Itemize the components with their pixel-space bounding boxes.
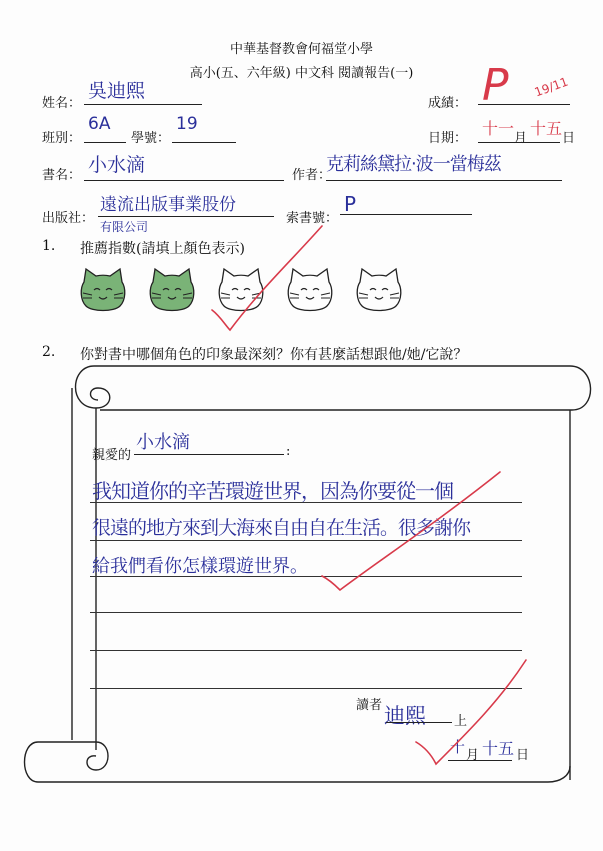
school-name: 中華基督教會何福堂小學 — [229, 42, 373, 57]
book-label: 書名： — [42, 168, 82, 183]
letter-line-1: 我知道你的辛苦環遊世界，因為你要從一個 — [92, 479, 453, 503]
score-note: 19/11 — [532, 74, 570, 100]
date-month-suffix: 月 — [514, 131, 528, 146]
salutation-name: 小水滴 — [136, 432, 190, 453]
number-label: 學號： — [131, 131, 171, 146]
q2-number: 2. — [42, 344, 56, 360]
letter-date-month-suffix: 月 — [466, 748, 480, 763]
report-title: 高小(五、六年級) 中文科 閱讀報告(一) — [189, 66, 414, 81]
class-label: 班別： — [42, 131, 82, 146]
reader-name: 迪熙 — [384, 704, 426, 728]
q2-text: 你對書中哪個角色的印象最深刻？你有甚麼話想跟他/她/它說？ — [80, 347, 468, 363]
date-label: 日期： — [428, 131, 468, 146]
callno-value: P — [344, 192, 357, 216]
check-mark-letter — [322, 472, 500, 590]
q1-number: 1. — [42, 238, 56, 254]
reader-label: 讀者 — [356, 698, 383, 713]
name-value: 吳迪熙 — [88, 80, 146, 102]
author-label: 作者： — [292, 168, 332, 183]
number-value: 19 — [176, 114, 198, 134]
letter-date-day: 十五 — [482, 739, 515, 758]
publisher-value-line1: 遠流出版事業股份 — [100, 195, 236, 215]
date-month: 十一 — [482, 119, 515, 138]
letter-date-day-suffix: 日 — [516, 748, 530, 763]
score-label: 成績： — [428, 96, 468, 111]
publisher-value-line2: 有限公司 — [100, 220, 149, 234]
date-day: 十五 — [530, 119, 563, 138]
check-mark-signature — [416, 660, 526, 764]
letter-date-month: 十 — [450, 738, 466, 756]
score-value: P — [482, 60, 509, 111]
salutation-prefix: 親愛的 — [92, 448, 132, 463]
reader-suffix: 上 — [454, 714, 468, 729]
name-label: 姓名： — [42, 96, 82, 111]
check-mark-ratings — [212, 226, 322, 330]
callno-label: 索書號： — [286, 211, 339, 226]
q1-text: 推薦指數(請填上顏色表示) — [80, 241, 245, 257]
book-value: 小水滴 — [88, 154, 146, 176]
letter-line-3: 給我們看你怎樣環遊世界。 — [92, 556, 308, 577]
author-value: 克莉絲黛拉‧波一當梅茲 — [326, 154, 501, 175]
class-value: 6A — [88, 114, 111, 134]
letter-line-2: 很遠的地方來到大海來自由自在生活。很多謝你 — [92, 517, 471, 539]
publisher-label: 出版社： — [42, 211, 95, 226]
date-day-suffix: 日 — [562, 131, 576, 146]
salutation-suffix: : — [286, 444, 291, 459]
